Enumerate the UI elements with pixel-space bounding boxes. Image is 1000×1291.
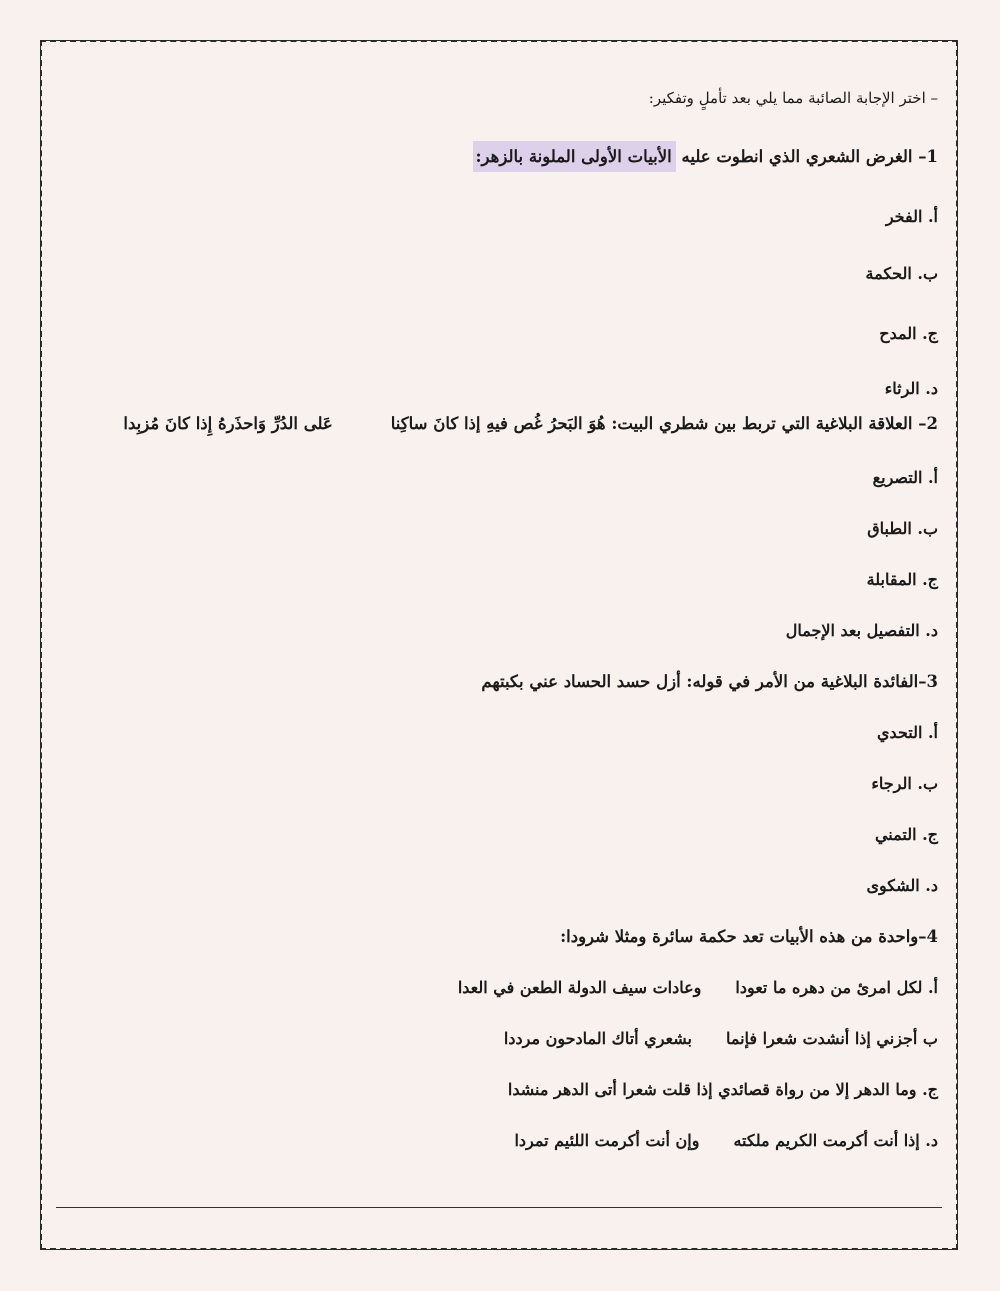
instruction-text: – اختر الإجابة الصائبة مما يلي بعد تأملٍ وتفكير: [648, 89, 938, 107]
q1-option-c[interactable]: ج. المدح [879, 324, 938, 343]
q4-option-a-second: وعادات سيف الدولة الطعن في العدا [457, 978, 702, 997]
q2-option-a[interactable]: أ. التصريع [872, 468, 938, 487]
q3-option-a[interactable]: أ. التحدي [877, 723, 938, 742]
question-2 [123, 413, 938, 435]
page-border [40, 40, 958, 1250]
question-2-verse-second: عَلى الدُرِّ وَاحذَرهُ إِذا كانَ مُزبِدا [123, 414, 333, 433]
q4-option-c-first: وما الدهر إلا من رواة قصائدي [718, 1080, 917, 1099]
question-2-prefix: 2– العلاقة البلاغية التي تربط بين شطري البيت: [605, 414, 938, 433]
q4-option-b[interactable] [504, 1028, 938, 1050]
bottom-rule [56, 1207, 942, 1208]
question-4: 4–واحدة من هذه الأبيات تعد حكمة سائرة ومثلا شرودا: [560, 927, 938, 946]
q3-option-c[interactable]: ج. التمني [874, 825, 938, 844]
q1-option-d[interactable]: د. الرثاء [884, 379, 938, 398]
question-1-suffix: : [475, 147, 482, 166]
q4-option-d-label: د. [919, 1131, 938, 1150]
q4-option-b-first: أجزني إذا أنشدت شعرا فإنما [725, 1029, 918, 1048]
q4-option-c-second: إذا قلت شعرا أتى الدهر منشدا [507, 1080, 713, 1099]
q4-option-b-label: ب [917, 1029, 938, 1048]
question-1-highlight-text: الأبيات الأولى الملونة بالزهر [481, 147, 672, 166]
q4-option-c-label: ج. [916, 1080, 938, 1099]
question-3: 3–الفائدة البلاغية من الأمر في قوله: أزل حسد الحساد عني بكبتهم [481, 672, 938, 691]
q2-option-d[interactable]: د. التفصيل بعد الإجمال [785, 621, 938, 640]
q1-option-b[interactable]: ب. الحكمة [865, 264, 938, 283]
q3-option-b[interactable]: ب. الرجاء [871, 774, 938, 793]
q4-option-d-first: إذا أنت أكرمت الكريم ملكته [733, 1131, 920, 1150]
q4-option-b-second: بشعري أتاك المادحون مرددا [503, 1029, 692, 1048]
question-2-verse-first: هُوَ البَحرُ غُص فيهِ إذا كانَ ساكِنا [390, 414, 606, 433]
q4-option-c[interactable] [508, 1079, 938, 1101]
q4-option-d[interactable] [514, 1130, 938, 1152]
question-1 [473, 146, 938, 168]
q1-option-a[interactable]: أ. الفخر [885, 207, 938, 226]
q2-option-b[interactable]: ب. الطباق [867, 519, 938, 538]
q4-option-a-label: أ. [922, 978, 938, 997]
q4-option-a-first: لكل امرئ من دهره ما تعودا [735, 978, 923, 997]
question-1-highlight [473, 141, 675, 172]
q4-option-d-second: وإن أنت أكرمت اللئيم تمردا [514, 1131, 700, 1150]
q4-option-a[interactable] [458, 977, 938, 999]
q3-option-d[interactable]: د. الشكوى [866, 876, 938, 895]
q2-option-c[interactable]: ج. المقابلة [866, 570, 938, 589]
question-1-prefix: 1– الغرض الشعري الذي انطوت عليه [675, 147, 938, 166]
